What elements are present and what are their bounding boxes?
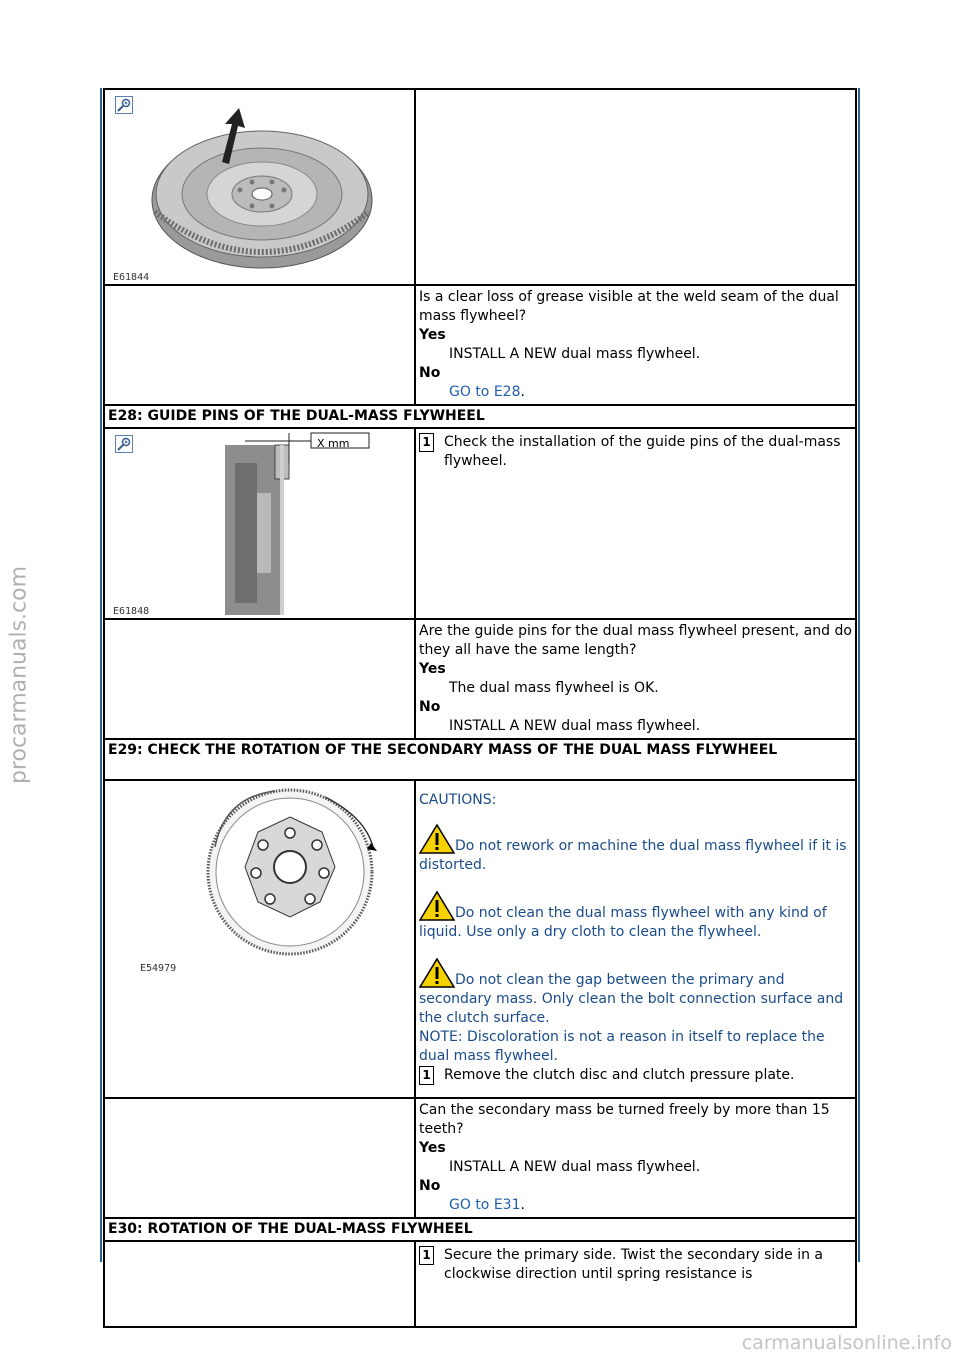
watermark-bottom: carmanualsonline.info: [741, 1332, 952, 1354]
step-cell: [415, 1241, 856, 1327]
table-row: [104, 739, 856, 780]
no-label: No: [419, 1178, 441, 1194]
table-row: [104, 405, 856, 428]
table-row: [104, 619, 856, 739]
step-number: 1: [419, 1066, 434, 1085]
section-heading-e28: E28: GUIDE PINS OF THE DUAL-MASS FLYWHEEL: [104, 405, 856, 428]
warning-icon: [419, 958, 455, 988]
yes-label: Yes: [419, 661, 446, 677]
flywheel-illustration: [147, 102, 377, 272]
table-row: [104, 1218, 856, 1241]
step: [419, 433, 852, 471]
step-number: 1: [419, 433, 434, 452]
step-number: 1: [419, 1246, 434, 1265]
yes-label: Yes: [419, 327, 446, 343]
caution-item: [419, 958, 852, 1028]
caution-text: Do not clean the gap between the primary and secondary mass. Only clean the bolt connection surface and the clutch surface.: [419, 972, 844, 1026]
table-row: [104, 285, 856, 405]
no-action: [419, 383, 852, 402]
yes-action: The dual mass flywheel is OK.: [449, 680, 659, 696]
manual-page: [103, 88, 855, 1282]
warning-icon: [419, 824, 455, 854]
no-action: INSTALL A NEW dual mass flywheel.: [449, 718, 701, 734]
question-cell: [415, 285, 856, 405]
empty-cell: [415, 89, 856, 285]
procedure-table: [103, 88, 857, 1328]
flywheel-front-illustration: [195, 787, 385, 957]
zoom-icon[interactable]: [115, 435, 133, 453]
figure-guide-pins: [105, 429, 414, 618]
no-label: No: [419, 365, 441, 381]
step-text: Secure the primary side. Twist the secondary side in a clockwise direction until spring resistance is: [444, 1247, 823, 1282]
guide-pin-section-illustration: [215, 433, 395, 615]
step: [419, 1066, 852, 1085]
caution-text: Do not rework or machine the dual mass flywheel if it is distorted.: [419, 838, 847, 873]
cautions-cell: [415, 780, 856, 1098]
figure-cell: [104, 89, 415, 285]
zoom-icon[interactable]: [115, 96, 133, 114]
figure-cell: [104, 428, 415, 619]
yes-action: INSTALL A NEW dual mass flywheel.: [449, 346, 701, 362]
empty-cell: [104, 285, 415, 405]
no-suffix: .: [520, 384, 525, 400]
caution-item: [419, 891, 852, 942]
figure-code: E61848: [113, 606, 150, 617]
question-cell: [415, 619, 856, 739]
figure-code: E61844: [113, 272, 150, 283]
step: [419, 1246, 852, 1284]
warning-icon: [419, 891, 455, 921]
page-border-left: [100, 88, 102, 1262]
step-text: Remove the clutch disc and clutch pressure plate.: [444, 1067, 795, 1083]
question-text: Can the secondary mass be turned freely by more than 15 teeth?: [419, 1102, 830, 1137]
figure-flywheel: [105, 90, 414, 284]
empty-cell: [104, 619, 415, 739]
step-text: Check the installation of the guide pins of the dual-mass flywheel.: [444, 434, 841, 469]
question-cell: [415, 1098, 856, 1218]
question-text: Are the guide pins for the dual mass flywheel present, and do they all have the same length?: [419, 623, 852, 658]
goto-e31-link[interactable]: GO to E31: [449, 1197, 521, 1213]
figure-code: E54979: [140, 963, 177, 974]
table-row: [104, 428, 856, 619]
table-row: [104, 89, 856, 285]
watermark-side: procarmanuals.com: [6, 565, 32, 785]
note-text: NOTE: Discoloration is not a reason in itself to replace the dual mass flywheel.: [419, 1029, 825, 1064]
empty-cell: [104, 1241, 415, 1327]
cautions-title: CAUTIONS:: [419, 792, 497, 808]
caution-text: Do not clean the dual mass flywheel with any kind of liquid. Use only a dry cloth to clean the flywheel.: [419, 905, 827, 940]
empty-cell: [104, 1098, 415, 1218]
figure-cell: [104, 780, 415, 1098]
goto-e28-link[interactable]: GO to E28: [449, 384, 521, 400]
no-suffix: .: [520, 1197, 525, 1213]
section-heading-e29: E29: CHECK THE ROTATION OF THE SECONDARY MASS OF THE DUAL MASS FLYWHEEL: [104, 739, 856, 780]
page-border-right: [858, 88, 860, 1262]
section-heading-e30: E30: ROTATION OF THE DUAL-MASS FLYWHEEL: [104, 1218, 856, 1241]
table-row: [104, 780, 856, 1098]
table-row: [104, 1098, 856, 1218]
question-text: Is a clear loss of grease visible at the weld seam of the dual mass flywheel?: [419, 289, 839, 324]
yes-action: INSTALL A NEW dual mass flywheel.: [449, 1159, 701, 1175]
table-row: [104, 1241, 856, 1327]
no-label: No: [419, 699, 441, 715]
caution-item: [419, 824, 852, 875]
yes-label: Yes: [419, 1140, 446, 1156]
step-cell: [415, 428, 856, 619]
no-action: [419, 1196, 852, 1215]
figure-secondary-mass: [105, 781, 414, 974]
dimension-label: X mm: [317, 437, 350, 450]
